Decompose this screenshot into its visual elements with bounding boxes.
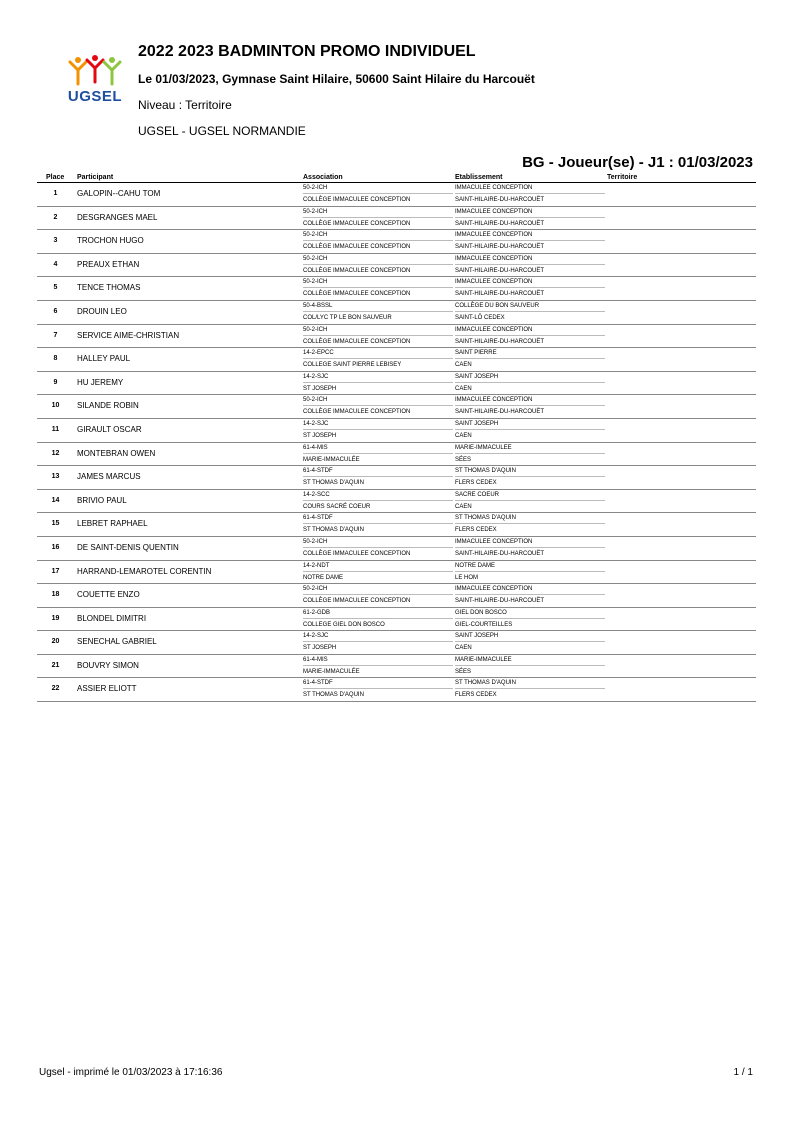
association-code: 61-4-MIS — [303, 443, 453, 454]
etablissement-cell — [455, 466, 605, 488]
participant-cell: DESGRANGES MAEL — [77, 212, 158, 222]
table-row — [37, 254, 756, 278]
association-cell — [303, 537, 453, 559]
etablissement-name: IMMACULEE CONCEPTION — [455, 537, 605, 548]
etablissement-cell — [455, 419, 605, 441]
place-cell: 19 — [51, 614, 60, 622]
association-cell — [303, 631, 453, 653]
association-code: 14-2-NDT — [303, 561, 453, 572]
ugsel-logo — [62, 52, 128, 108]
organization-label: UGSEL - UGSEL NORMANDIE — [138, 124, 306, 138]
association-code: 14-2-EPCC — [303, 348, 453, 359]
place-cell: 12 — [51, 449, 60, 457]
etablissement-name: GIEL DON BOSCO — [455, 608, 605, 619]
etablissement-city: FLERS CEDEX — [455, 480, 497, 487]
etablissement-city: CAEN — [455, 432, 472, 439]
association-name: ST JOSEPH — [303, 385, 337, 392]
etablissement-city: GIEL-COURTEILLES — [455, 621, 513, 628]
place-cell: 5 — [53, 284, 58, 292]
column-header-territoire: Territoire — [607, 174, 638, 181]
etablissement-cell — [455, 608, 605, 630]
participant-cell: HALLEY PAUL — [77, 354, 131, 364]
etablissement-name: SAINT JOSEPH — [455, 631, 605, 642]
etablissement-cell — [455, 348, 605, 370]
etablissement-cell — [455, 443, 605, 465]
table-row — [37, 207, 756, 231]
participant-cell: SILANDE ROBIN — [77, 401, 139, 411]
table-body — [37, 183, 756, 702]
association-cell — [303, 325, 453, 347]
association-name: ST THOMAS D'AQUIN — [303, 480, 364, 487]
event-details: Le 01/03/2023, Gymnase Saint Hilaire, 50600 Saint Hilaire du Harcouët — [138, 72, 535, 86]
place-cell: 10 — [51, 402, 60, 410]
association-code: 61-4-STDF — [303, 678, 453, 689]
etablissement-city: FLERS CEDEX — [455, 692, 497, 699]
table-row — [37, 513, 756, 537]
association-cell — [303, 584, 453, 606]
association-code: 50-2-ICH — [303, 207, 453, 218]
etablissement-cell — [455, 183, 605, 205]
etablissement-city: SAINT-HILAIRE-DU-HARCOUËT — [455, 550, 545, 557]
place-cell: 17 — [51, 567, 60, 575]
table-row — [37, 277, 756, 301]
place-cell: 4 — [53, 260, 58, 268]
etablissement-city: CAEN — [455, 503, 472, 510]
logo-text: UGSEL — [67, 88, 123, 105]
participant-cell: TROCHON HUGO — [77, 236, 144, 246]
association-code: 14-2-SJC — [303, 631, 453, 642]
table-row — [37, 678, 756, 702]
etablissement-name: MARIE-IMMACULEE — [455, 655, 605, 666]
table-row — [37, 301, 756, 325]
association-code: 50-2-ICH — [303, 537, 453, 548]
table-row — [37, 325, 756, 349]
association-cell — [303, 678, 453, 700]
table-header — [37, 173, 756, 183]
association-code: 14-2-SCC — [303, 490, 453, 501]
association-code: 50-2-ICH — [303, 395, 453, 406]
etablissement-city: LE HOM — [455, 574, 479, 581]
association-name: MARIE-IMMACULÉE — [303, 668, 360, 675]
participant-cell: GALOPIN--CAHU TOM — [77, 189, 161, 198]
etablissement-name: IMMACULEE CONCEPTION — [455, 230, 605, 241]
participant-cell: BRIVIO PAUL — [77, 495, 127, 505]
association-name: COLLEGE GIEL DON BOSCO — [303, 621, 385, 628]
table-row — [37, 537, 756, 561]
etablissement-city: SAINT-HILAIRE-DU-HARCOUËT — [455, 409, 545, 416]
association-cell — [303, 443, 453, 465]
association-name: COLLÈGE IMMACULEE CONCEPTION — [303, 338, 411, 345]
place-cell: 22 — [51, 685, 60, 693]
association-name: NOTRE DAME — [303, 574, 344, 581]
column-header-etablissement: Etablissement — [455, 174, 503, 181]
etablissement-name: SACRE COEUR — [455, 490, 605, 501]
etablissement-cell — [455, 301, 605, 323]
etablissement-city: SAINT-HILAIRE-DU-HARCOUËT — [455, 197, 545, 203]
participant-cell: MONTEBRAN OWEN — [77, 448, 156, 458]
print-footer: Ugsel - imprimé le 01/03/2023 à 17:16:36 — [39, 1067, 223, 1078]
association-code: 50-2-ICH — [303, 325, 453, 336]
association-cell — [303, 490, 453, 512]
category-title: BG - Joueur(se) - J1 : 01/03/2023 — [522, 154, 753, 171]
etablissement-name: ST THOMAS D'AQUIN — [455, 466, 605, 477]
association-cell — [303, 419, 453, 441]
document-title: 2022 2023 BADMINTON PROMO INDIVIDUEL — [138, 43, 476, 60]
association-cell — [303, 254, 453, 276]
place-cell: 21 — [51, 661, 60, 669]
place-cell: 6 — [53, 307, 58, 315]
level-label: Niveau : Territoire — [138, 98, 232, 112]
etablissement-name: ST THOMAS D'AQUIN — [455, 678, 605, 689]
table-row — [37, 443, 756, 467]
table-row — [37, 230, 756, 254]
etablissement-city: SAINT-HILAIRE-DU-HARCOUËT — [455, 338, 545, 345]
etablissement-cell — [455, 254, 605, 276]
etablissement-cell — [455, 655, 605, 677]
association-name: ST THOMAS D'AQUIN — [303, 527, 364, 534]
association-code: 61-2-GDB — [303, 608, 453, 619]
participant-cell: HU JEREMY — [77, 377, 124, 387]
association-code: 61-4-MIS — [303, 655, 453, 666]
participant-cell: BLONDEL DIMITRI — [77, 613, 147, 623]
association-cell — [303, 513, 453, 535]
place-cell: 1 — [53, 190, 58, 197]
table-row — [37, 419, 756, 443]
participant-cell: HARRAND-LEMAROTEL CORENTIN — [77, 566, 212, 576]
column-header-association: Association — [303, 174, 343, 181]
participant-cell: DROUIN LEO — [77, 306, 127, 316]
table-row — [37, 655, 756, 679]
association-name: COLLÈGE IMMACULEE CONCEPTION — [303, 291, 411, 298]
association-cell — [303, 230, 453, 252]
place-cell: 20 — [51, 638, 60, 646]
place-cell: 2 — [53, 213, 58, 221]
place-cell: 15 — [51, 520, 60, 528]
table-row — [37, 631, 756, 655]
place-cell: 14 — [51, 496, 60, 504]
etablissement-name: IMMACULEE CONCEPTION — [455, 325, 605, 336]
place-cell: 3 — [53, 237, 58, 245]
association-code: 14-2-SJC — [303, 419, 453, 430]
column-header-place: Place — [46, 174, 65, 181]
association-cell — [303, 372, 453, 394]
etablissement-city: SAINT-HILAIRE-DU-HARCOUËT — [455, 267, 545, 274]
place-cell: 18 — [51, 591, 60, 599]
etablissement-city: CAEN — [455, 385, 472, 392]
association-cell — [303, 277, 453, 299]
etablissement-cell — [455, 490, 605, 512]
etablissement-cell — [455, 561, 605, 583]
etablissement-cell — [455, 230, 605, 252]
etablissement-cell — [455, 631, 605, 653]
etablissement-cell — [455, 537, 605, 559]
place-cell: 7 — [53, 331, 58, 339]
association-name: MARIE-IMMACULÉE — [303, 456, 360, 463]
ugsel-figures-icon — [62, 52, 128, 92]
association-code: 50-2-ICH — [303, 230, 453, 241]
association-name: COLLEGE SAINT PIERRE LEBISEY — [303, 362, 402, 369]
participant-cell: TENCE THOMAS — [77, 283, 141, 293]
association-name: ST JOSEPH — [303, 645, 337, 652]
participant-cell: ASSIER ELIOTT — [77, 684, 137, 694]
table-row — [37, 584, 756, 608]
association-name: COLLÈGE IMMACULEE CONCEPTION — [303, 550, 411, 557]
etablissement-city: SAINT-HILAIRE-DU-HARCOUËT — [455, 244, 545, 251]
association-name: COLLÈGE IMMACULEE CONCEPTION — [303, 197, 411, 203]
etablissement-city: SÉES — [455, 668, 472, 675]
etablissement-name: IMMACULEE CONCEPTION — [455, 277, 605, 288]
place-cell: 9 — [53, 378, 58, 386]
column-header-participant: Participant — [77, 174, 114, 181]
association-code: 50-2-ICH — [303, 277, 453, 288]
association-code: 50-4-BSSL — [303, 301, 453, 312]
participant-cell: SENECHAL GABRIEL — [77, 637, 157, 647]
participant-cell: SERVICE AIME-CHRISTIAN — [77, 330, 180, 340]
association-cell — [303, 655, 453, 677]
participant-cell: JAMES MARCUS — [77, 472, 141, 482]
association-name: ST JOSEPH — [303, 432, 337, 439]
etablissement-city: CAEN — [455, 362, 472, 369]
etablissement-name: SAINT JOSEPH — [455, 372, 605, 383]
place-cell: 11 — [51, 425, 60, 433]
etablissement-name: MARIE-IMMACULEE — [455, 443, 605, 454]
association-cell — [303, 207, 453, 229]
etablissement-cell — [455, 325, 605, 347]
etablissement-name: IMMACULEE CONCEPTION — [455, 584, 605, 595]
association-name: COL/LYC TP LE BON SAUVEUR — [303, 314, 392, 321]
etablissement-city: SAINT-LÔ CEDEX — [455, 314, 505, 321]
table-row — [37, 561, 756, 585]
association-code: 14-2-SJC — [303, 372, 453, 383]
association-code: 50-2-ICH — [303, 254, 453, 265]
etablissement-cell — [455, 678, 605, 700]
participant-cell: COUETTE ENZO — [77, 590, 140, 600]
participant-cell: PREAUX ETHAN — [77, 259, 140, 269]
association-cell — [303, 348, 453, 370]
association-cell — [303, 183, 453, 205]
etablissement-cell — [455, 395, 605, 417]
etablissement-name: IMMACULEE CONCEPTION — [455, 207, 605, 218]
etablissement-cell — [455, 207, 605, 229]
etablissement-name: IMMACULEE CONCEPTION — [455, 395, 605, 406]
table-row — [37, 372, 756, 396]
etablissement-city: SAINT-HILAIRE-DU-HARCOUËT — [455, 598, 545, 605]
place-cell: 16 — [51, 543, 60, 551]
etablissement-city: SAINT-HILAIRE-DU-HARCOUËT — [455, 291, 545, 298]
table-row — [37, 183, 756, 207]
association-name: COLLÈGE IMMACULEE CONCEPTION — [303, 267, 411, 274]
etablissement-city: SAINT-HILAIRE-DU-HARCOUËT — [455, 220, 545, 227]
etablissement-name: NOTRE DAME — [455, 561, 605, 572]
association-name: COLLÈGE IMMACULEE CONCEPTION — [303, 220, 411, 227]
association-name: COLLÈGE IMMACULEE CONCEPTION — [303, 598, 411, 605]
table-row — [37, 608, 756, 632]
participant-cell: LEBRET RAPHAEL — [77, 519, 148, 529]
association-name: COLLÈGE IMMACULEE CONCEPTION — [303, 244, 411, 251]
association-name: ST THOMAS D'AQUIN — [303, 692, 364, 699]
association-cell — [303, 466, 453, 488]
participant-cell: GIRAULT OSCAR — [77, 424, 142, 434]
etablissement-cell — [455, 584, 605, 606]
etablissement-cell — [455, 513, 605, 535]
page-number: 1 / 1 — [733, 1067, 753, 1078]
association-code: 61-4-STDF — [303, 513, 453, 524]
table-row — [37, 466, 756, 490]
association-name: COLLÈGE IMMACULEE CONCEPTION — [303, 409, 411, 416]
etablissement-cell — [455, 372, 605, 394]
place-cell: 13 — [51, 473, 60, 481]
association-cell — [303, 561, 453, 583]
place-cell: 8 — [53, 355, 58, 363]
etablissement-name: IMMACULEE CONCEPTION — [455, 183, 605, 194]
etablissement-city: FLERS CEDEX — [455, 527, 497, 534]
etablissement-name: IMMACULEE CONCEPTION — [455, 254, 605, 265]
etablissement-city: SÉES — [455, 456, 472, 463]
table-row — [37, 348, 756, 372]
association-code: 50-2-ICH — [303, 183, 453, 194]
association-cell — [303, 608, 453, 630]
etablissement-name: SAINT PIERRE — [455, 348, 605, 359]
etablissement-cell — [455, 277, 605, 299]
association-code: 50-2-ICH — [303, 584, 453, 595]
association-cell — [303, 301, 453, 323]
table-row — [37, 395, 756, 419]
results-table — [37, 173, 756, 702]
table-row — [37, 490, 756, 514]
participant-cell: DE SAINT-DENIS QUENTIN — [77, 542, 179, 552]
etablissement-name: SAINT JOSEPH — [455, 419, 605, 430]
association-name: COURS SACRÉ COEUR — [303, 503, 371, 510]
etablissement-name: COLLÈGE DU BON SAUVEUR — [455, 301, 605, 312]
etablissement-name: ST THOMAS D'AQUIN — [455, 513, 605, 524]
participant-cell: BOUVRY SIMON — [77, 660, 139, 670]
association-code: 61-4-STDF — [303, 466, 453, 477]
etablissement-city: CAEN — [455, 645, 472, 652]
association-cell — [303, 395, 453, 417]
